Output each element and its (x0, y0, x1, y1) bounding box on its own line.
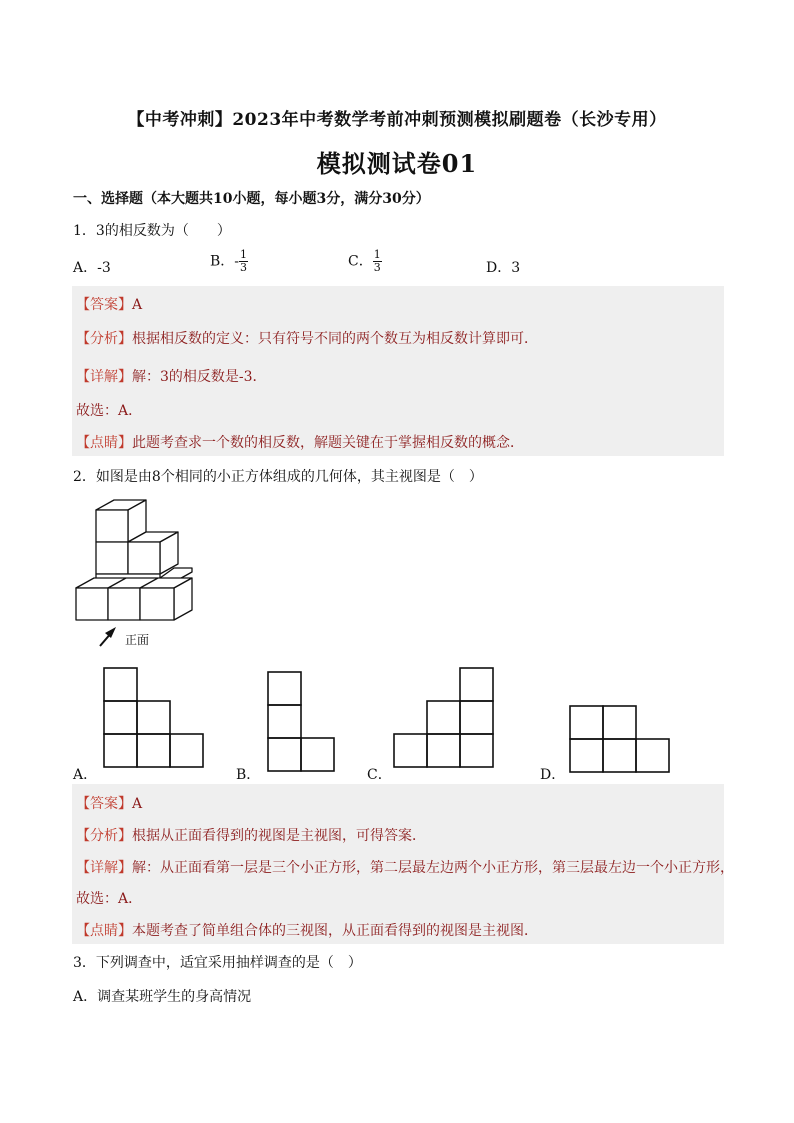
fraction-numerator: 1 (373, 248, 381, 261)
q3-stem: 3．下列调查中，适宜采用抽样调查的是（ ） (73, 955, 362, 971)
cube-top-face (76, 578, 192, 588)
cube-front-face (140, 588, 174, 620)
section-heading: 一、选择题（本大题共10小题，每小题3分，满分30分） (73, 191, 430, 207)
q2-option-a-view (102, 666, 206, 770)
q2-answer: 【答案】A (76, 796, 143, 812)
q2-choice: 故选：A． (76, 891, 143, 907)
q1-option-d: D．3 (486, 260, 521, 276)
paper-subtitle: 模拟测试卷01 (316, 149, 478, 178)
q1-option-b-fraction (239, 249, 248, 274)
q2-option-d-view (568, 704, 672, 776)
q1-option-c (348, 249, 382, 274)
q1-option-c-prefix: C． (348, 253, 373, 270)
q2-option-d-label: D． (540, 767, 566, 783)
q2-option-b-label: B． (236, 767, 261, 783)
q1-option-b (210, 249, 248, 274)
q1-choice: 故选：A． (76, 403, 143, 419)
q2-option-c-view (392, 666, 496, 770)
q2-solution-panel (72, 784, 734, 944)
q2-analysis: 【分析】根据从正面看得到的视图是主视图，可得答案． (76, 828, 426, 844)
q3-option-a: A．调查某班学生的身高情况 (73, 989, 252, 1005)
cube-front-face (108, 588, 140, 620)
cube-front-face (76, 588, 108, 620)
q1-stem: 1．3的相反数为（ ） (73, 223, 231, 239)
q1-option-a: A．-3 (73, 260, 111, 276)
cube-front-face (96, 542, 128, 574)
q1-answer: 【答案】A (76, 297, 143, 313)
cube-front-face (128, 542, 160, 574)
front-arrow (100, 627, 116, 646)
q2-option-b-view (266, 670, 338, 774)
q1-detail: 【详解】解：3的相反数是-3． (76, 369, 267, 385)
q2-option-c-label: C． (367, 767, 392, 783)
q1-comment: 【点睛】此题考查求一个数的相反数，解题关键在于掌握相反数的概念． (76, 435, 524, 451)
front-label: 正面 (125, 633, 150, 647)
fraction-denominator: 3 (373, 261, 381, 274)
q2-comment: 【点睛】本题考查了简单组合体的三视图，从正面看得到的视图是主视图． (76, 923, 538, 939)
q2-option-a-label: A． (73, 767, 98, 783)
fraction-denominator: 3 (240, 261, 248, 274)
fraction-numerator: 1 (240, 248, 248, 261)
q2-stem: 2．如图是由8个相同的小正方体组成的几何体，其主视图是（ ） (73, 469, 483, 485)
q2-detail: 【详解】解：从正面看第一层是三个小正方形，第二层最左边两个小正方形，第三层最左边一个小正方形， (76, 860, 734, 876)
q1-option-c-fraction (373, 249, 382, 274)
q1-analysis: 【分析】根据相反数的定义：只有符号不同的两个数互为相反数计算即可． (76, 331, 538, 347)
q1-solution-panel (72, 286, 724, 456)
q2-cube-figure (70, 496, 210, 656)
q1-option-b-prefix: B．- (210, 253, 240, 270)
cube-front-face (96, 510, 128, 542)
document-title: 【中考冲刺】2023年中考数学考前冲刺预测模拟刷题卷（长沙专用） (127, 110, 667, 130)
